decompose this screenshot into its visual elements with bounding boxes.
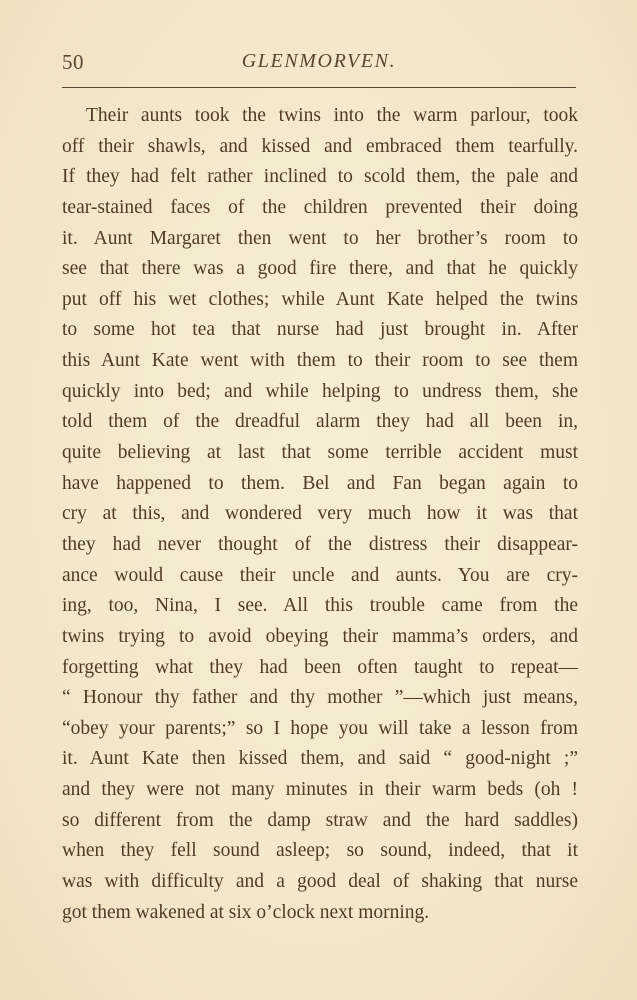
text-line: If they had felt rather inclined to scold them, the pale and: [62, 166, 578, 188]
text-line: ance would cause their uncle and aunts. You are cry-: [62, 564, 578, 586]
text-line: they had never thought of the distress their disappear-: [62, 533, 578, 555]
text-line: when they fell sound asleep; so sound, indeed, that it: [62, 840, 578, 862]
text-line: “ Honour thy father and thy mother ”—which just means,: [62, 687, 578, 709]
text-line: tear-stained faces of the children prevented their doing: [62, 196, 578, 218]
text-line: it. Aunt Margaret then went to her brother’s room to: [62, 227, 578, 249]
text-line: have happened to them. Bel and Fan began again to: [62, 472, 578, 494]
text-line: twins trying to avoid obeying their mamma’s orders, and: [62, 625, 578, 647]
text-line: Their aunts took the twins into the warm parlour, took: [86, 105, 578, 126]
text-line: quite believing at last that some terrible accident must: [62, 442, 578, 464]
text-line: “obey your parents;” so I hope you will take a lesson from: [62, 717, 578, 739]
page-header: [62, 50, 576, 78]
text-line: see that there was a good fire there, and that he quickly: [62, 258, 578, 280]
text-line: told them of the dreadful alarm they had all been in,: [62, 411, 578, 433]
text-line: got them wakened at six o’clock next morning.: [62, 901, 430, 923]
text-line: cry at this, and wondered very much how it was that: [62, 503, 578, 525]
page-number: 50: [62, 50, 84, 74]
text-line: was with difficulty and a good deal of shaking that nurse: [62, 871, 578, 893]
text-line: to some hot tea that nurse had just brought in. After: [62, 319, 578, 341]
running-title: GLENMORVEN.: [241, 50, 397, 72]
text-line: put off his wet clothes; while Aunt Kate helped the twins: [62, 288, 578, 310]
text-line: so different from the damp straw and the hard saddles): [62, 809, 578, 831]
text-line: quickly into bed; and while helping to undress them, she: [62, 380, 578, 402]
text-line: and they were not many minutes in their warm beds (oh !: [62, 779, 578, 801]
text-line: this Aunt Kate went with them to their room to see them: [62, 350, 578, 372]
text-line: off their shawls, and kissed and embraced them tearfully.: [62, 135, 578, 157]
text-line: ing, too, Nina, I see. All this trouble came from the: [62, 595, 578, 617]
header-rule: [62, 87, 576, 88]
body-paragraph: [62, 101, 578, 928]
text-line: it. Aunt Kate then kissed them, and said “ good-night ;”: [62, 748, 578, 770]
text-line: forgetting what they had been often taught to repeat—: [62, 656, 578, 678]
